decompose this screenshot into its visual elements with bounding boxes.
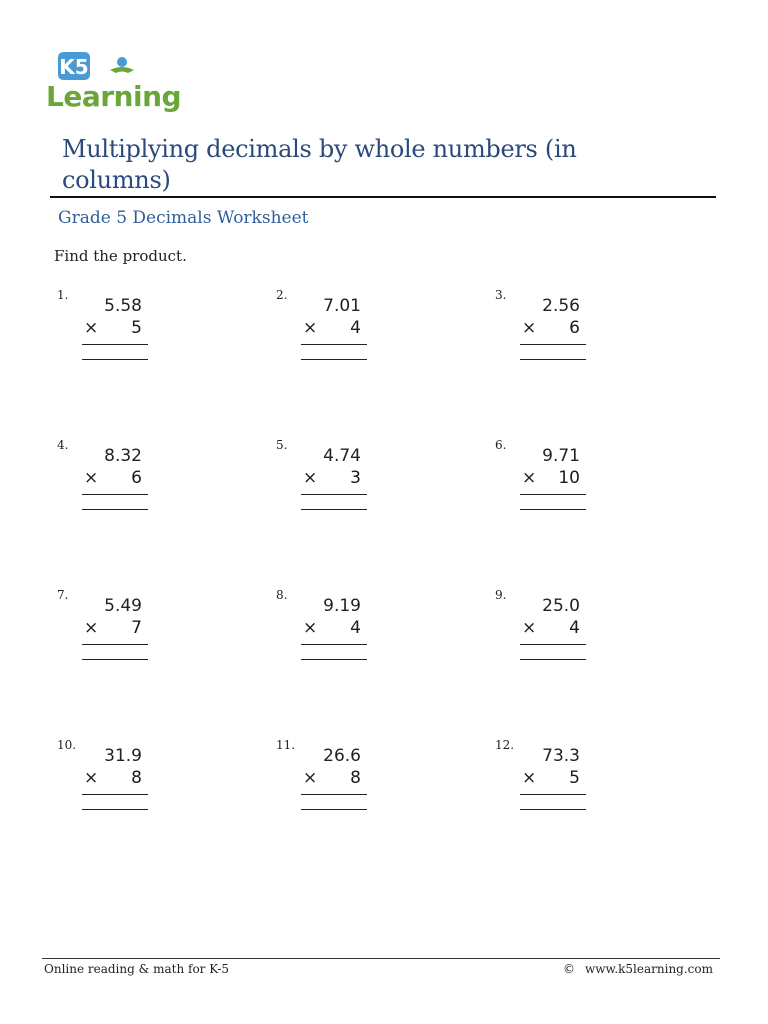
- multiplicand: 4.74: [323, 446, 361, 466]
- multiply-sign: ×: [303, 768, 318, 788]
- multiplier: 4: [350, 318, 361, 338]
- answer-line: [520, 659, 586, 660]
- multiply-sign: ×: [522, 468, 537, 488]
- multiplicand: 31.9: [104, 746, 142, 766]
- multiply-sign: ×: [303, 318, 318, 338]
- answer-line: [82, 809, 148, 810]
- multiply-sign: ×: [303, 468, 318, 488]
- problem-number: 8.: [276, 588, 288, 602]
- footer-tagline: Online reading & math for K-5: [44, 962, 230, 976]
- problem-1: [57, 288, 187, 378]
- problem-number: 1.: [57, 288, 69, 302]
- problem-9: [495, 588, 625, 678]
- multiply-sign: ×: [303, 618, 318, 638]
- problem-11: [276, 738, 406, 828]
- multiplier: 6: [569, 318, 580, 338]
- multiplier: 3: [350, 468, 361, 488]
- multiplicand: 26.6: [323, 746, 361, 766]
- instructions: Find the product.: [54, 247, 187, 265]
- multiplicand: 8.32: [104, 446, 142, 466]
- multiply-sign: ×: [84, 618, 99, 638]
- multiplier-row: [520, 618, 586, 645]
- answer-line: [301, 659, 367, 660]
- multiplier-row: [82, 768, 148, 795]
- multiplier-row: [82, 318, 148, 345]
- problem-number: 7.: [57, 588, 69, 602]
- answer-line: [301, 509, 367, 510]
- multiplier: 4: [350, 618, 361, 638]
- multiplier-row: [301, 618, 367, 645]
- problem-number: 9.: [495, 588, 507, 602]
- multiply-sign: ×: [84, 768, 99, 788]
- multiplier: 7: [131, 618, 142, 638]
- multiply-sign: ×: [522, 768, 537, 788]
- multiplier: 5: [569, 768, 580, 788]
- footer-website: [563, 962, 713, 976]
- problem-10: [57, 738, 187, 828]
- multiply-sign: ×: [84, 318, 99, 338]
- multiplicand: 25.0: [542, 596, 580, 616]
- answer-line: [301, 359, 367, 360]
- multiply-sign: ×: [522, 618, 537, 638]
- multiplier-row: [301, 318, 367, 345]
- logo-word-text: Learning: [46, 80, 182, 113]
- k5-learning-logo: [44, 50, 186, 114]
- problem-7: [57, 588, 187, 678]
- footer-divider: [42, 958, 720, 959]
- answer-line: [82, 509, 148, 510]
- multiplier-row: [82, 618, 148, 645]
- multiplicand: 9.71: [542, 446, 580, 466]
- multiplier: 8: [131, 768, 142, 788]
- problem-number: 3.: [495, 288, 507, 302]
- multiply-sign: ×: [84, 468, 99, 488]
- problem-number: 11.: [276, 738, 296, 752]
- multiplicand: 7.01: [323, 296, 361, 316]
- problem-number: 10.: [57, 738, 77, 752]
- title-divider: [50, 196, 716, 198]
- multiplicand: 2.56: [542, 296, 580, 316]
- multiplier: 8: [350, 768, 361, 788]
- multiplicand: 5.49: [104, 596, 142, 616]
- multiplier-row: [82, 468, 148, 495]
- answer-line: [82, 659, 148, 660]
- worksheet-subtitle: Grade 5 Decimals Worksheet: [58, 208, 309, 228]
- multiplier-row: [301, 768, 367, 795]
- multiplier: 10: [558, 468, 580, 488]
- problem-12: [495, 738, 625, 828]
- multiplier-row: [520, 768, 586, 795]
- multiplier-row: [520, 318, 586, 345]
- problem-8: [276, 588, 406, 678]
- problem-number: 5.: [276, 438, 288, 452]
- problem-number: 4.: [57, 438, 69, 452]
- problem-5: [276, 438, 406, 528]
- answer-line: [520, 509, 586, 510]
- problem-2: [276, 288, 406, 378]
- problem-6: [495, 438, 625, 528]
- multiplicand: 5.58: [104, 296, 142, 316]
- multiplicand: 9.19: [323, 596, 361, 616]
- footer-url: www.k5learning.com: [584, 962, 713, 976]
- problem-number: 6.: [495, 438, 507, 452]
- multiplier: 4: [569, 618, 580, 638]
- multiplier: 6: [131, 468, 142, 488]
- multiply-sign: ×: [522, 318, 537, 338]
- multiplier-row: [301, 468, 367, 495]
- answer-line: [520, 359, 586, 360]
- multiplier: 5: [131, 318, 142, 338]
- multiplicand: 73.3: [542, 746, 580, 766]
- answer-line: [82, 359, 148, 360]
- problem-3: [495, 288, 625, 378]
- problem-number: 2.: [276, 288, 288, 302]
- copyright-icon: ©: [562, 962, 575, 976]
- multiplier-row: [520, 468, 586, 495]
- problem-number: 12.: [495, 738, 515, 752]
- page-title: Multiplying decimals by whole numbers (in columns): [62, 135, 577, 194]
- answer-line: [301, 809, 367, 810]
- problem-4: [57, 438, 187, 528]
- logo-badge-text: K5: [59, 55, 89, 79]
- answer-line: [520, 809, 586, 810]
